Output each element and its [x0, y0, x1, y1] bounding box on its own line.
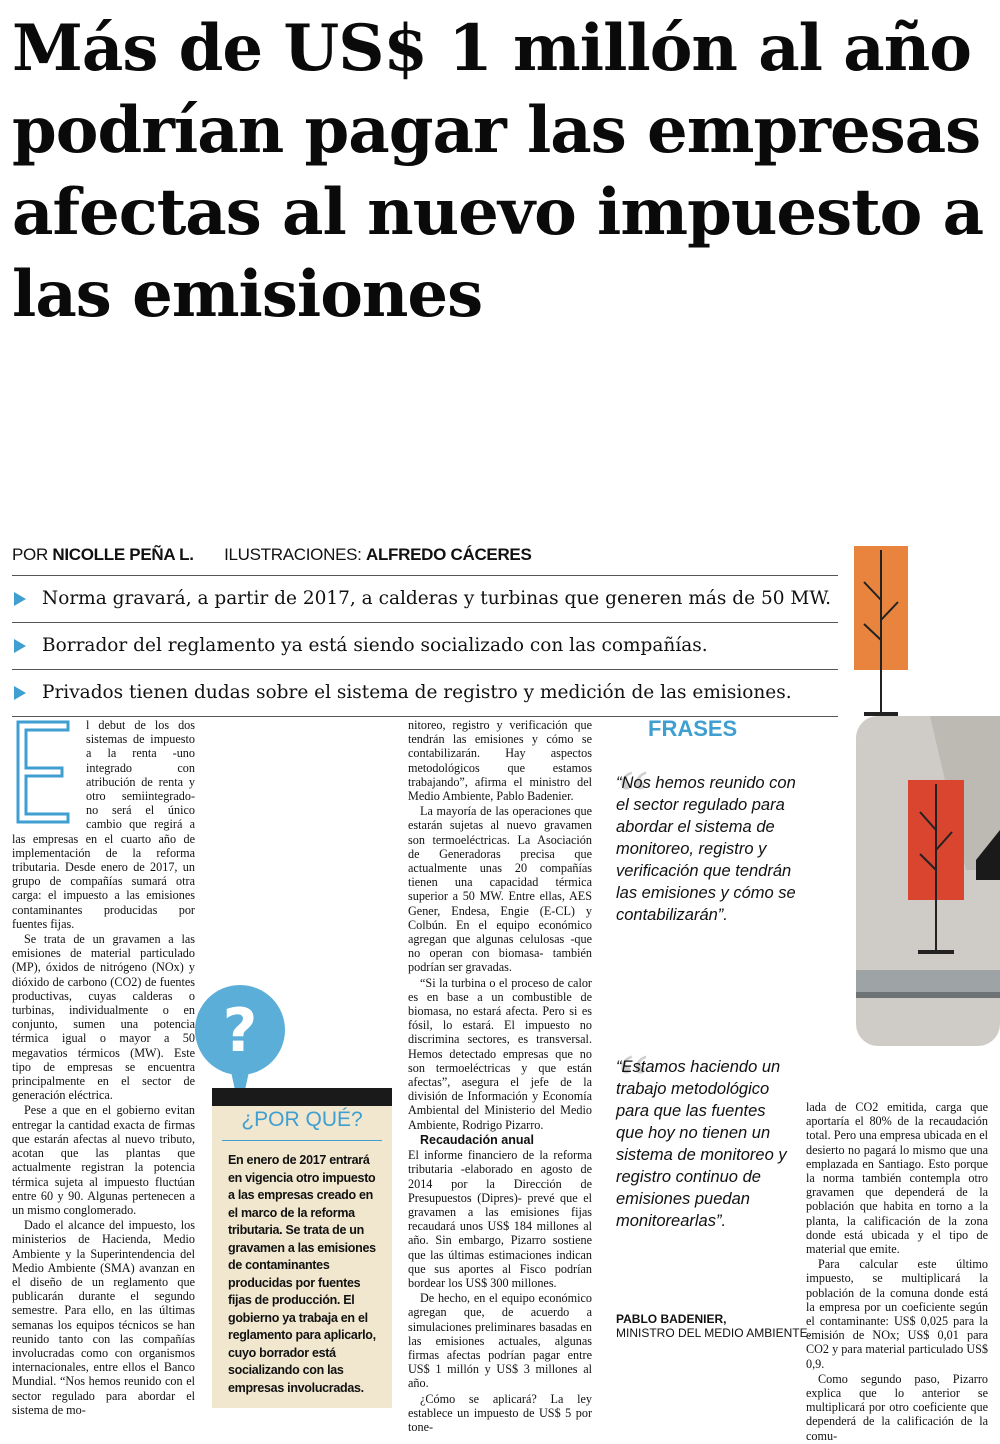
- body-paragraph: Pese a que en el gobierno evitan entregar la cantidad exacta de firmas que estarán afectas al nuevo tributo, acotan que las plantas que actualmente registran la potencia térmica sujeta al impuesto fluctúan entre 60 y 90. Algunas pertenecen a un mismo conglomerado.: [12, 1103, 195, 1217]
- quote-mark-icon: “: [618, 757, 650, 834]
- body-paragraph: Para calcular este último impuesto, se multiplicará la población de la comuna donde está la empresa por un coeficiente según el contaminante: US$ 0,025 para la emisión de NOx; US$ 0,01 para CO2 y para material particulado US$ 0,9.: [806, 1257, 988, 1371]
- quotes-title: FRASES: [648, 716, 738, 741]
- section-subhead: Recaudación anual: [420, 1132, 534, 1147]
- pull-quote: “Estamos haciendo un trabajo metodológico para que las fuentes que hoy no tienen un sistema de monitoreo y registro continuo de emisiones puedan monitorearlas”.: [616, 1058, 787, 1230]
- body-paragraph: De hecho, en el equipo económico agregan que, de acuerdo a simulaciones preliminares basadas en las emisiones actuales, algunas firmas afectas podrían pagar entre US$ 1 millón y US$ 3 millones al año.: [408, 1291, 592, 1391]
- author-name: NICOLLE PEÑA L.: [52, 545, 194, 564]
- body-paragraph: lada de CO2 emitida, carga que aportaría el 80% de la recaudación total. Pero una empresa ubicada en el desierto no pagará lo mismo que una emplazada en Santiago. Esto porque la norma también contempla otro gravamen que dependerá de la población que habita en torno a la planta, la calificación de la zona donde está ubicada y el tipo de material que emite.: [806, 1100, 988, 1257]
- article-column-2: [408, 718, 592, 1435]
- body-paragraph: “Si la turbina o el proceso de calor es en base a un combustible de biomasa, no estará afecta. Pero si es fósil, lo estará. El impuesto no discrimina sectores, es transversal. Hemos detectado empresas que no son termoeléctricas y que están afectas”, asegura el jefe de la división de Información y Economía Ambiental del Ministerio del Medio Ambiente, Rodrigo Pizarro.: [408, 975, 592, 1132]
- triangle-bullet-icon: [14, 686, 26, 700]
- illustrator-name: ALFREDO CÁCERES: [366, 545, 532, 564]
- article-column-1: [12, 718, 195, 1418]
- body-paragraph: La mayoría de las operaciones que estarán sujetas al nuevo gravamen son termoeléctricas. La Asociación de Generadoras precisa que actualmente unas 20 compañías tienen una capacidad térmica superior a 50 MW. Entre ellas, AES Gener, Endesa, Engie (E-CL) y Colbún. En el equipo económico agregan que algunas celulosas -que no operan con biomasa- también podrían ser gravadas.: [408, 804, 592, 975]
- summary-bullet: Norma gravará, a partir de 2017, a calderas y turbinas que generen más de 50 MW.: [12, 575, 838, 622]
- summary-bullet: Borrador del reglamento ya está siendo socializado con las compañías.: [12, 622, 838, 669]
- why-box-title: ¿POR QUÉ?: [241, 1108, 363, 1131]
- body-paragraph: ¿Cómo se aplicará? La ley establece un impuesto de US$ 5 por tone-: [408, 1391, 592, 1434]
- triangle-bullet-icon: [14, 639, 26, 653]
- body-paragraph: Como segundo paso, Pizarro explica que lo anterior se multiplicará por otro coeficiente que dependerá de la calificación de la comu-: [806, 1371, 988, 1443]
- svg-text:?: ?: [222, 996, 258, 1066]
- body-paragraph: l debut de los dos sistemas de impuesto a la renta -uno integrado con atribución de renta y otro semiintegrado- no será el único cambio que regirá a las empresas en el cuarto año de implementación de la reforma tributaria. Desde enero de 2017, un grupo de compañías sumará otra carga: el impuesto a las emisiones contaminantes producidas por fuentes fijas.: [12, 718, 195, 931]
- author-prefix: POR: [12, 545, 53, 564]
- summary-bullet: Privados tienen dudas sobre el sistema de registro y medición de las emisiones.: [12, 669, 838, 716]
- pull-quote: “Nos hemos reunido con el sector regulado para abordar el sistema de monitoreo, registro y verificación que tendrán las emisiones y cómo se contabilizarán”.: [616, 774, 796, 924]
- body-paragraph: Se trata de un gravamen a las emisiones de material particulado (MP), óxidos de nitrógeno (NOx) y dióxido de carbono (CO2) de fuentes productivas, cuyas calderas o turbinas, individualmente o en conjunto, sumen una potencia térmica igual o mayor a 50 megavatios térmicos (MW). Este tipo de empresas se encuentra principalmente en el sector de generación eléctrica.: [12, 932, 195, 1103]
- quote-mark-icon: “: [618, 1041, 650, 1118]
- drop-cap: [12, 718, 72, 826]
- body-paragraph: nitoreo, registro y verificación que tendrán las emisiones y cómo se contabilizarán. Hay aspectos metodológicos que estamos trabajando”, afirma el ministro del Medio Ambiente, Pablo Badenier.: [408, 718, 592, 804]
- body-paragraph: El informe financiero de la reforma tributaria -elaborado en agosto de 2014 por la Dirección de Presupuestos (Dipres)- prevé que el gravamen a las emisiones fijas recaudará unos US$ 184 millones al año. Sin embargo, Pizarro sostiene que las últimas estimaciones indican que sus aportes al Fisco podrían bordear los US$ 300 millones.: [408, 1148, 592, 1290]
- tree-illustration: [846, 540, 1000, 1070]
- summary-bullets: [12, 575, 838, 717]
- triangle-bullet-icon: [14, 592, 26, 606]
- attribution-role: MINISTRO DEL MEDIO AMBIENTE.: [616, 1326, 811, 1340]
- divider: [222, 1140, 382, 1141]
- why-box-text: En enero de 2017 entrará en vigencia otro impuesto a las empresas creado en el marco de la reforma tributaria. Se trata de un gravamen a las emisiones de contaminantes producidas por fuentes fijas de producción. El gobierno ya trabaja en el reglamento para aplicarlo, cuyo borrador está socializando con las empresas involucradas.: [228, 1153, 376, 1395]
- why-box-top-bar: [212, 1088, 392, 1106]
- article-column-4: [806, 1100, 988, 1444]
- quote-attribution: [616, 1312, 811, 1340]
- illustrator-prefix: ILUSTRACIONES:: [224, 545, 366, 564]
- body-paragraph: Dado el alcance del impuesto, los ministerios de Hacienda, Medio Ambiente y la Superintendencia del Medio Ambiente (SMA) avanzan en el diseño de un reglamento que publicarán durante el segundo semestre. Para ello, en las últimas semanas los equipos técnicos se han reunido tanto con las compañías involucradas como con organismos internacionales, entre ellos el Banco Mundial. “Nos hemos reunido con el sector regulado para abordar el sistema de mo-: [12, 1218, 195, 1417]
- attribution-name: PABLO BADENIER,: [616, 1312, 727, 1326]
- headline: Más de US$ 1 millón al año podrían pagar las empresas afectas al nuevo impuesto a las emisiones: [12, 11, 984, 332]
- byline: [12, 545, 532, 565]
